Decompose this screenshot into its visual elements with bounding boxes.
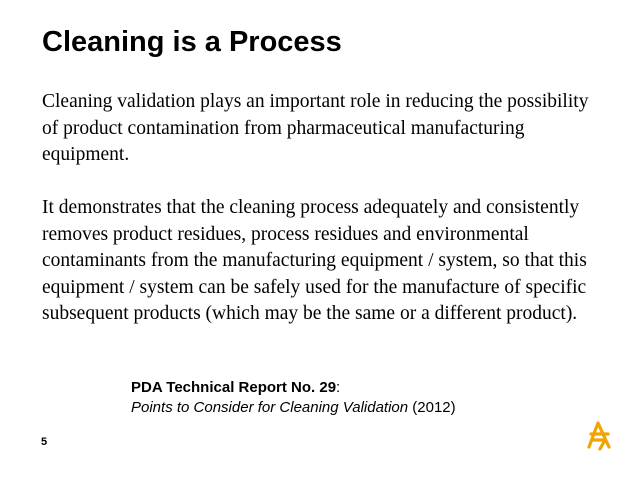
company-logo-icon: [584, 419, 614, 453]
slide-body: [42, 89, 602, 328]
reference-colon: :: [336, 379, 341, 396]
body-paragraph-1: Cleaning validation plays an important role in reducing the possibility of product contamination from pharmaceutical manufacturing equipment.: [42, 91, 589, 165]
reference-citation: [131, 378, 456, 418]
reference-line-1: [131, 378, 456, 398]
page-number: 5: [41, 436, 48, 448]
slide-title: Cleaning is a Process: [42, 26, 342, 58]
reference-report-title: PDA Technical Report No. 29: [131, 379, 337, 396]
reference-year: (2012): [408, 399, 456, 416]
reference-line-2: [131, 398, 456, 418]
reference-publication: Points to Consider for Cleaning Validation: [131, 399, 409, 416]
body-paragraph-2: It demonstrates that the cleaning process adequately and consistently removes product residues, process residues and environmental contaminants from the manufacturing equipment / system, so that this equipment / system can be safely used for the manufacture of specific subsequent products (which may be the same or a different product).: [42, 197, 587, 324]
